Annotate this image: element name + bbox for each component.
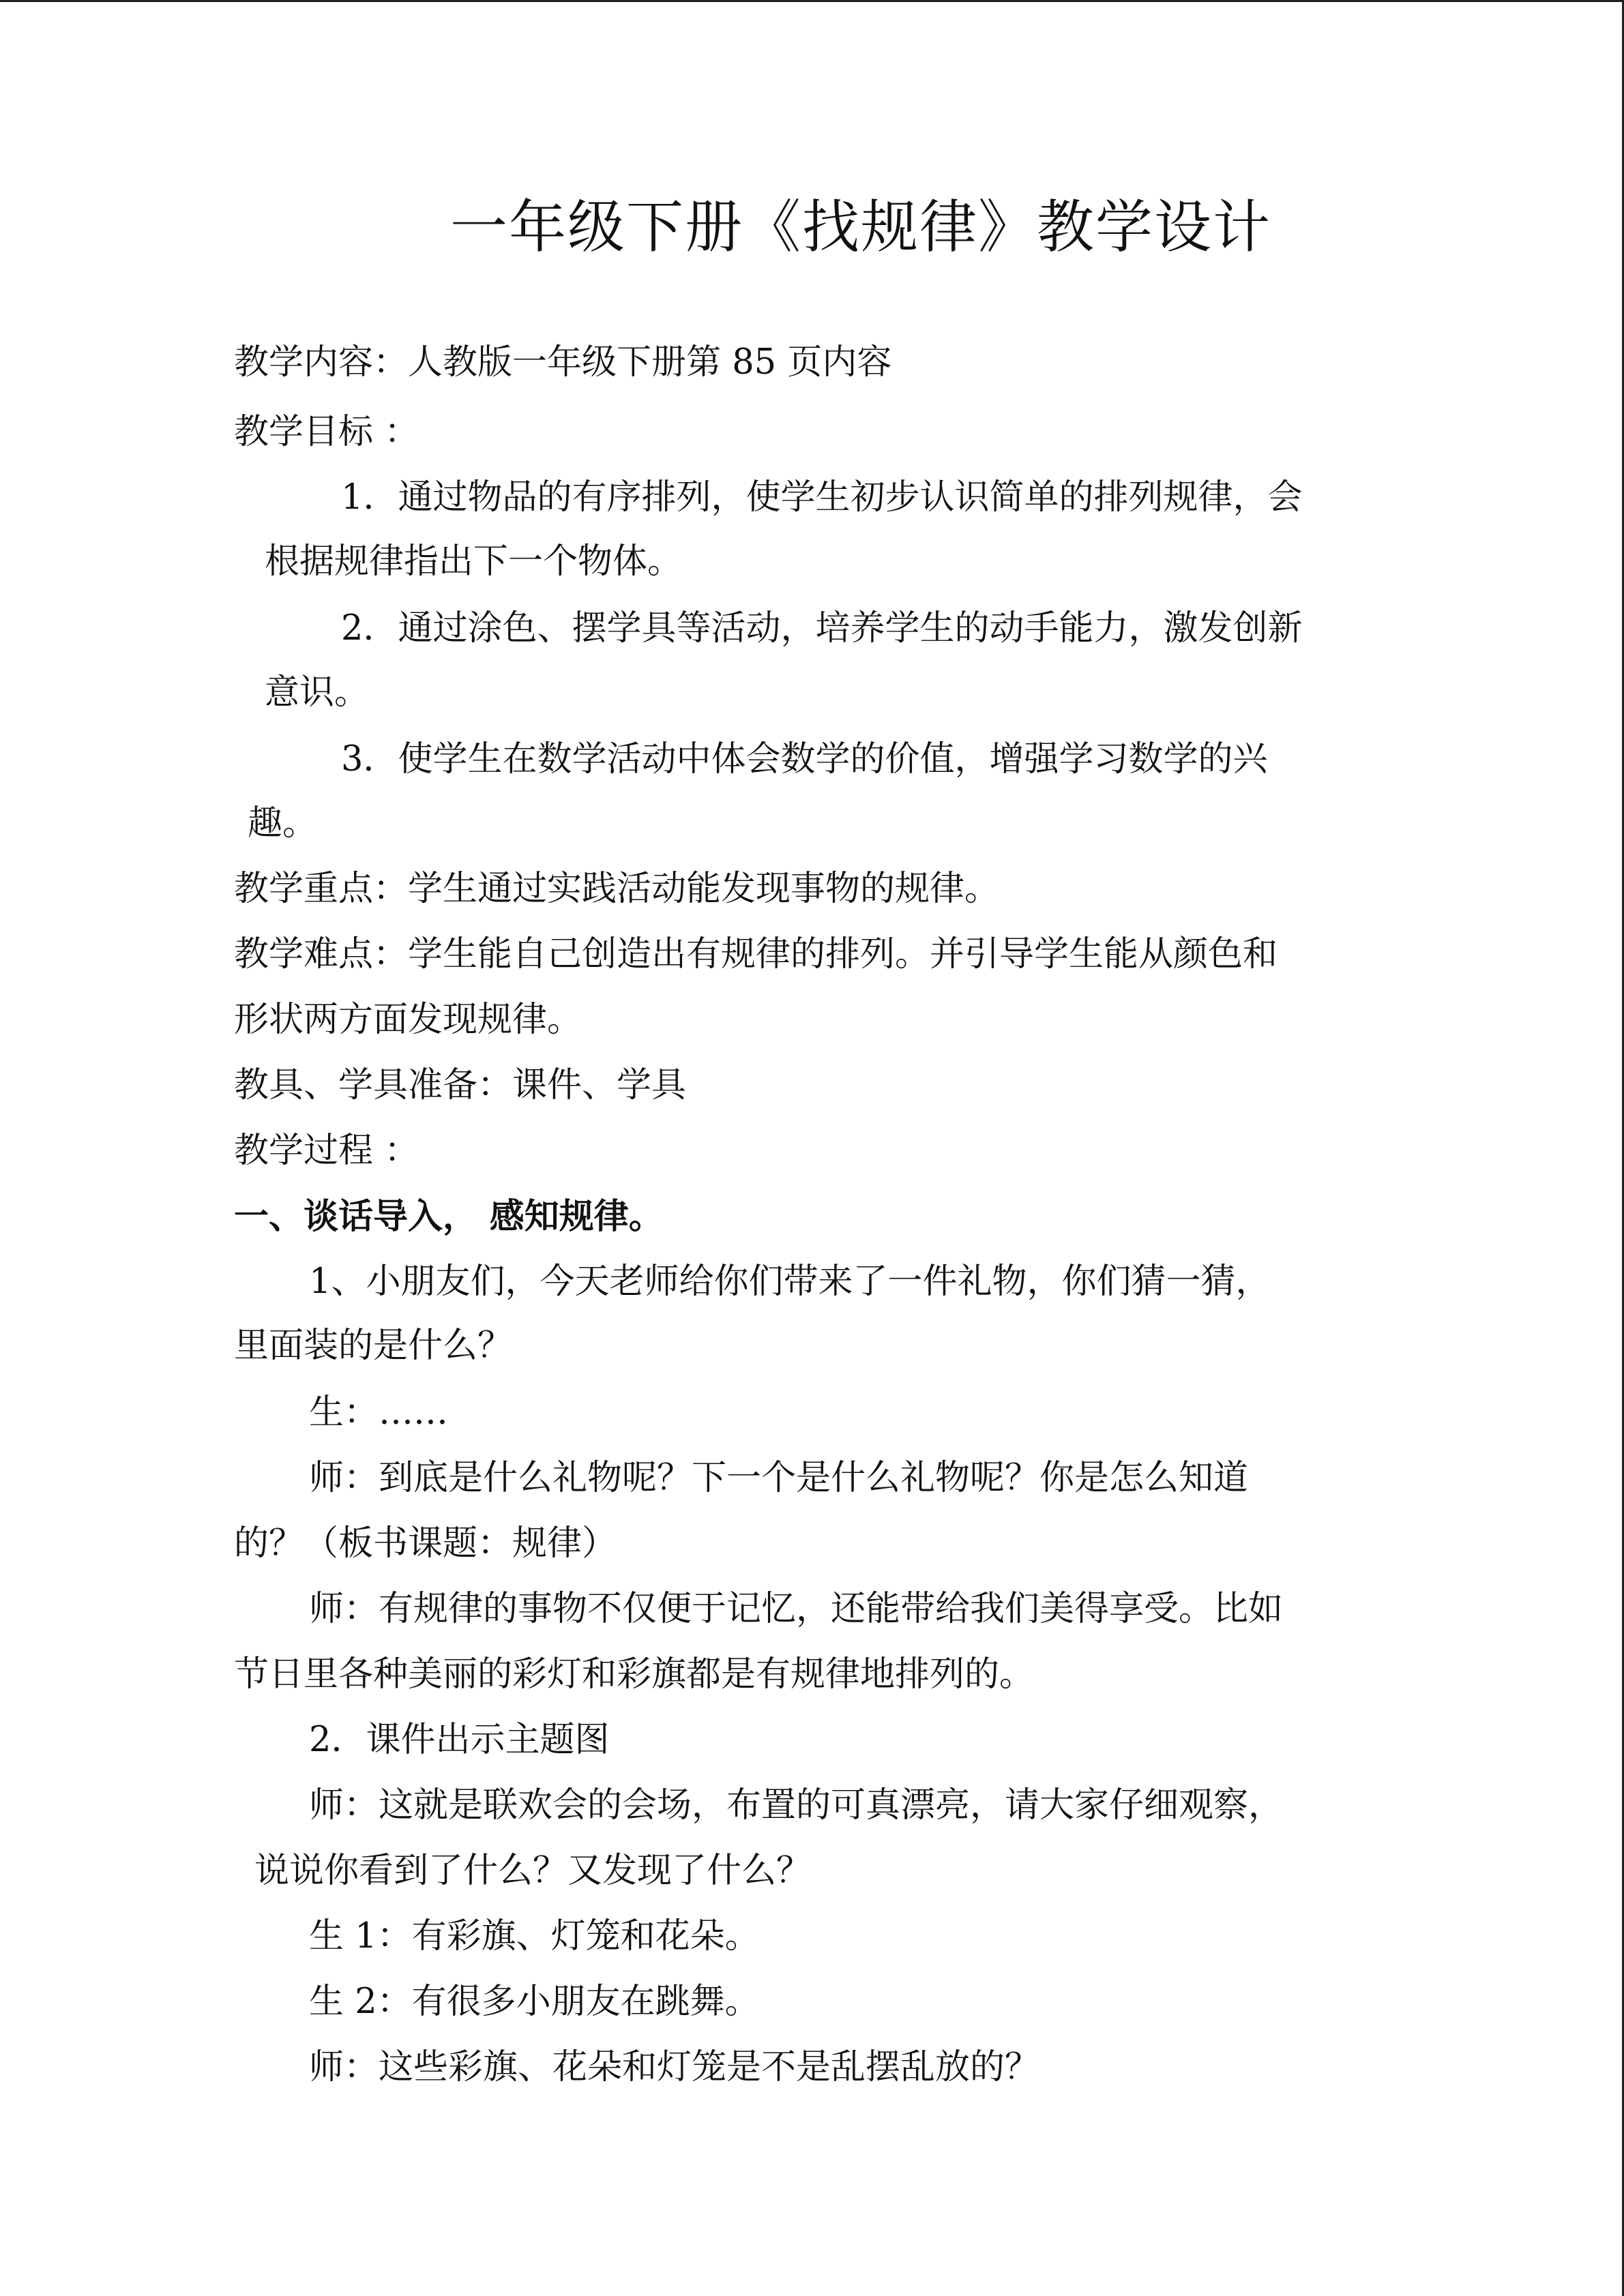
student-reply: 生：…… — [309, 1392, 449, 1433]
paragraph-1-line-2: 里面装的是什么？ — [234, 1326, 513, 1366]
paragraph-1-line-1: 1、小朋友们，今天老师给你们带来了一件礼物，你们猜一猜， — [309, 1262, 1271, 1302]
teacher-observe-line-2: 说说你看到了什么？又发现了什么？ — [254, 1851, 812, 1891]
goal-1-line-2: 根据规律指出下一个物体。 — [265, 541, 683, 582]
teacher-question-line-1: 师：到底是什么礼物呢？下一个是什么礼物呢？你是怎么知道 — [309, 1458, 1249, 1498]
teacher-observe-line-1: 师：这就是联欢会的会场，布置的可真漂亮，请大家仔细观察， — [309, 1785, 1284, 1825]
teaching-difficulty-line-1: 教学难点：学生能自己创造出有规律的排列。并引导学生能从颜色和 — [234, 934, 1278, 974]
teaching-difficulty-line-2: 形状两方面发现规律。 — [234, 1000, 582, 1040]
goal-1-line-1: 1．通过物品的有序排列，使学生初步认识简单的排列规律，会 — [341, 477, 1303, 518]
student-1-reply: 生 1：有彩旗、灯笼和花朵。 — [309, 1916, 760, 1956]
courseware-step: 2．课件出示主题图 — [309, 1720, 610, 1760]
teaching-goals-heading: 教学目标 ： — [234, 412, 419, 452]
goal-2-line-2: 意识。 — [265, 672, 370, 713]
teaching-focus: 教学重点：学生通过实践活动能发现事物的规律。 — [234, 869, 1000, 909]
student-2-reply: 生 2：有很多小朋友在跳舞。 — [309, 1982, 760, 2022]
section-1-heading: 一、谈话导入， 感知规律。 — [234, 1196, 664, 1237]
document-title: 一年级下册《找规律》教学设计 — [450, 194, 1272, 260]
goal-2-line-1: 2．通过涂色、摆学具等活动，培养学生的动手能力，激发创新 — [341, 608, 1303, 648]
teacher-question-line-2: 的？（板书课题：规律） — [234, 1523, 617, 1564]
teacher-remark-line-1: 师：有规律的事物不仅便于记忆，还能带给我们美得享受。比如 — [309, 1589, 1284, 1629]
goal-3-line-1: 3．使学生在数学活动中体会数学的价值，增强学习数学的兴 — [341, 739, 1268, 779]
teacher-remark-line-2: 节日里各种美丽的彩灯和彩旗都是有规律地排列的。 — [234, 1654, 1035, 1695]
teaching-aids: 教具、学具准备：课件、学具 — [234, 1065, 687, 1105]
teacher-final-question: 师：这些彩旗、花朵和灯笼是不是乱摆乱放的？ — [309, 2047, 1040, 2087]
teaching-process-heading: 教学过程 ： — [234, 1131, 419, 1171]
teaching-content: 教学内容：人教版一年级下册第 85 页内容 — [234, 342, 892, 383]
goal-3-line-2: 趣。 — [248, 803, 318, 844]
page-border-top — [0, 0, 1624, 2]
